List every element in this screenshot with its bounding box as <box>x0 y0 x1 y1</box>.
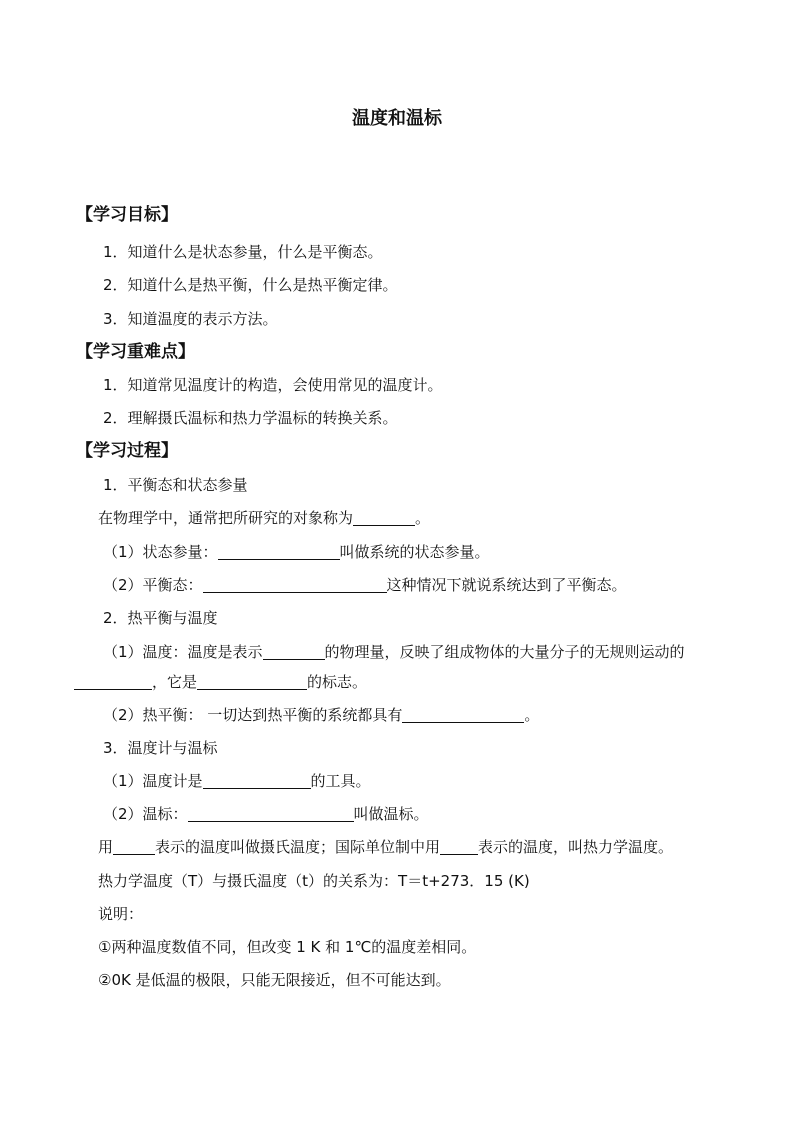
fill-blank[interactable] <box>402 706 524 723</box>
part3-q2-text: （2）温标： <box>103 805 188 823</box>
part2-title: 2．热平衡与温度 <box>103 609 218 627</box>
part1-q2-text: （2）平衡态： <box>103 576 203 594</box>
part2-q2-end: 。 <box>524 706 540 724</box>
part1-intro <box>98 508 430 528</box>
section-heading-process: 【学习过程】 <box>76 441 178 461</box>
fill-blank[interactable] <box>188 805 354 822</box>
part2-q1-text: （1）温度：温度是表示 <box>103 643 263 661</box>
page-title: 温度和温标 <box>352 108 442 129</box>
key-point-item-1: 1．知道常见温度计的构造，会使用常见的温度计。 <box>103 376 443 394</box>
part3-scale-usage <box>98 837 673 857</box>
part3-use-start: 用 <box>98 838 114 856</box>
part3-q1-text: （1）温度计是 <box>103 772 203 790</box>
note-item-2: ②0K 是低温的极限，只能无限接近，但不可能达到。 <box>98 971 451 989</box>
section-heading-goals: 【学习目标】 <box>76 205 178 225</box>
part2-question-1-line-2 <box>74 672 367 692</box>
goal-item-3: 3．知道温度的表示方法。 <box>103 310 278 328</box>
fill-blank[interactable] <box>263 643 325 660</box>
part3-q1-end: 的工具。 <box>310 772 371 790</box>
fill-blank[interactable] <box>74 673 152 690</box>
part1-q1-text: （1）状态参量： <box>103 543 218 561</box>
part1-intro-end: 。 <box>415 509 431 527</box>
part1-title: 1．平衡态和状态参量 <box>103 476 248 494</box>
fill-blank[interactable] <box>113 838 155 855</box>
fill-blank[interactable] <box>203 576 387 593</box>
part2-q1-mid: 的物理量，反映了组成物体的大量分子的无规则运动的 <box>324 643 685 661</box>
temperature-relation: 热力学温度（T）与摄氏温度（t）的关系为：T＝t+273．15 (K) <box>98 872 530 890</box>
goal-item-1: 1．知道什么是状态参量，什么是平衡态。 <box>103 243 383 261</box>
part2-q2-text: （2）热平衡： 一切达到热平衡的系统都具有 <box>103 706 403 724</box>
fill-blank[interactable] <box>353 509 415 526</box>
part1-intro-text: 在物理学中，通常把所研究的对象称为 <box>98 509 354 527</box>
part3-use-end: 表示的温度，叫热力学温度。 <box>478 838 674 856</box>
part2-q1-end: 的标志。 <box>307 673 368 691</box>
part1-question-1 <box>103 542 490 562</box>
part1-question-2 <box>103 575 627 595</box>
part1-q1-end: 叫做系统的状态参量。 <box>339 543 490 561</box>
note-label: 说明： <box>98 905 144 923</box>
section-heading-key-points: 【学习重难点】 <box>76 342 195 362</box>
fill-blank[interactable] <box>203 772 311 789</box>
fill-blank[interactable] <box>197 673 307 690</box>
part3-title: 3．温度计与温标 <box>103 739 218 757</box>
fill-blank[interactable] <box>440 838 478 855</box>
part2-q1-cont: ，它是 <box>152 673 198 691</box>
part3-use-mid: 表示的温度叫做摄氏温度；国际单位制中用 <box>155 838 441 856</box>
fill-blank[interactable] <box>218 543 340 560</box>
goal-item-2: 2．知道什么是热平衡，什么是热平衡定律。 <box>103 276 398 294</box>
part2-question-2 <box>103 705 539 725</box>
key-point-item-2: 2．理解摄氏温标和热力学温标的转换关系。 <box>103 409 398 427</box>
part2-question-1-line-1 <box>103 642 685 662</box>
part3-question-1 <box>103 771 371 791</box>
part3-q2-end: 叫做温标。 <box>353 805 429 823</box>
part1-q2-end: 这种情况下就说系统达到了平衡态。 <box>386 576 627 594</box>
note-item-1: ①两种温度数值不同，但改变 1 K 和 1℃的温度差相同。 <box>98 938 477 956</box>
part3-question-2 <box>103 804 429 824</box>
